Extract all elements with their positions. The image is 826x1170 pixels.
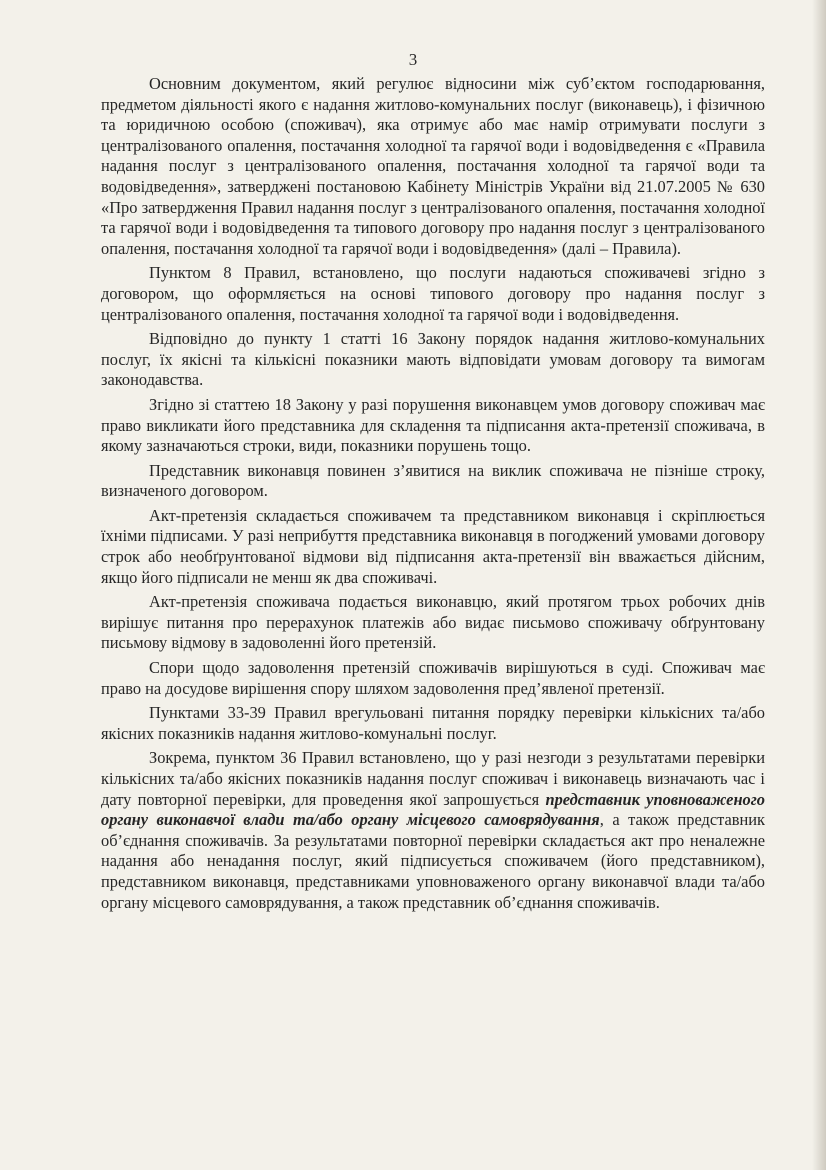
- paragraph-rule-36: [101, 748, 765, 913]
- paragraph-claim-act: Акт-претензія складається споживачем та представником виконавця і скріплюється їхніми підписами. У разі неприбуття представника виконавця в погоджений умовами договору строк або необґрунтованої відмови від підписання акта-претензії він вважається дійсним, якщо його підписали не менш як два споживачі.: [101, 505, 765, 587]
- page-number: 3: [408, 50, 418, 69]
- paragraph-article-18: Згідно зі статтею 18 Закону у разі порушення виконавцем умов договору споживач має право викликати його представника для складення та підписання акта-претензії споживача, в якому зазначаються строки, види, показники порушень тощо.: [101, 394, 765, 456]
- page-edge-shadow: [812, 0, 826, 1170]
- paragraph-claim-submission: Акт-претензія споживача подається виконавцю, який протягом трьох робочих днів вирішує питання про перерахунок платежів або видає письмово споживачу обґрунтовану письмову відмову в задоволенні його претензій.: [101, 592, 765, 653]
- paragraph-article-16: Відповідно до пункту 1 статті 16 Закону порядок надання житлово-комунальних послуг, їх якісні та кількісні показники мають відповідати умовам договору та вимогам законодавства.: [101, 329, 765, 390]
- paragraph-main-document: Основним документом, який регулює відносини між суб’єктом господарювання, предметом діяльності якого є надання житлово-комунальних послуг (виконавець), і фізичною та юридичною особою (споживач), яка отримує або має намір отримувати послуги з централізованого опалення, постачання холодної та гарячої води і водовідведення є «Правила надання послуг з централізованого опалення, постачання холодної та гарячої води та водовідведення», затверджені постановою Кабінету Міністрів України від 21.07.2005 № 630 «Про затвердження Правил надання послуг з централізованого опалення, постачання холодної та гарячої води і водовідведення та типового договору про надання послуг з централізованого опалення, постачання холодної та гарячої води і водовідведення» (далі – Правила).: [101, 74, 765, 258]
- paragraph-rules-33-39: Пунктами 33-39 Правил врегульовані питання порядку перевірки кількісних та/або якісних показників надання житлово-комунальні послуг.: [101, 703, 765, 743]
- rule-36-emphasis: представник уповноваженого органу виконавчої влади та/або органу місцевого самоврядування: [101, 789, 765, 830]
- rule-36-text-after: , а також представник об’єднання споживачів. За результатами повторної перевірки складається акт про неналежне надання або ненадання послуг, який підписується споживачем (його представником), представником виконавця, представниками уповноваженого органу виконавчої влади та/або органу місцевого самоврядування, а також представник об’єднання споживачів.: [101, 810, 766, 912]
- paragraph-representative: Представник виконавця повинен з’явитися на виклик споживача не пізніше строку, визначеного договором.: [101, 460, 765, 501]
- paragraph-rule-8: Пунктом 8 Правил, встановлено, що послуги надаються споживачеві згідно з договором, що оформляється на основі типового договору про надання послуг з централізованого опалення, постачання холодної та гарячої води і водовідведення.: [101, 263, 765, 324]
- paragraph-disputes: Спори щодо задоволення претензій споживачів вирішуються в суді. Споживач має право на досудове вирішення спору шляхом задоволення пред’явленої претензії.: [101, 658, 765, 698]
- rule-36-text-before: Зокрема, пунктом 36 Правил встановлено, що у разі незгоди з результатами перевірки кількісних та/або якісних показників надання послуг споживач і виконавець визначають час і дату повторної перевірки, для проведення якої запрошується: [101, 748, 765, 809]
- document-body: [101, 74, 765, 917]
